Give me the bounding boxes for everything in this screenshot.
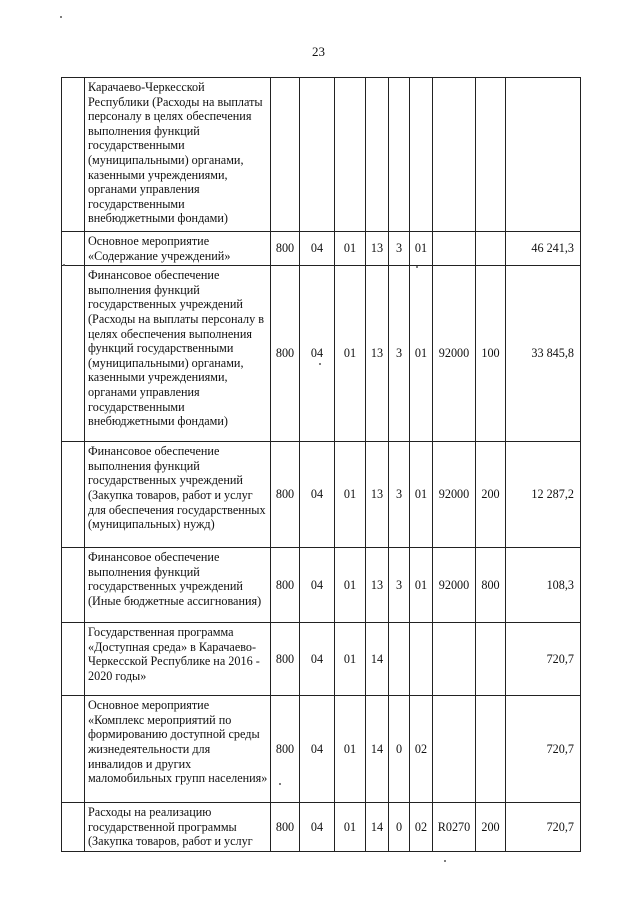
subprogram-code-cell: 3 bbox=[389, 442, 410, 548]
section-code-cell bbox=[300, 78, 335, 232]
program-code-cell: 14 bbox=[366, 696, 389, 803]
expense-type-cell: 200 bbox=[476, 442, 506, 548]
table-row bbox=[62, 803, 581, 852]
subsection-code-cell: 01 bbox=[335, 548, 366, 623]
section-code-cell: 04 bbox=[300, 232, 335, 266]
section-code-cell: 04 bbox=[300, 442, 335, 548]
admin-code-cell: 800 bbox=[271, 266, 300, 442]
subprogram-code-cell bbox=[389, 78, 410, 232]
program-code-cell bbox=[366, 78, 389, 232]
expense-type-cell: 200 bbox=[476, 803, 506, 852]
subprogram-code-cell: 3 bbox=[389, 266, 410, 442]
table-row bbox=[62, 266, 581, 442]
amount-cell: 720,7 bbox=[506, 696, 581, 803]
subsection-code-cell: 01 bbox=[335, 696, 366, 803]
expense-type-cell bbox=[476, 232, 506, 266]
amount-cell: 46 241,3 bbox=[506, 232, 581, 266]
subsection-code-cell bbox=[335, 78, 366, 232]
blank-cell bbox=[62, 548, 85, 623]
admin-code-cell: 800 bbox=[271, 548, 300, 623]
amount-cell bbox=[506, 78, 581, 232]
table-row bbox=[62, 623, 581, 696]
item-name-cell: Карачаево-Черкесской Республики (Расходы на выплаты персоналу в целях обеспечения выполнения функций государственными (муниципальными) органами, казенными учреждениями, органами управления государственными внебюджетными фондами) bbox=[85, 78, 271, 232]
amount-cell: 12 287,2 bbox=[506, 442, 581, 548]
blank-cell bbox=[62, 803, 85, 852]
admin-code-cell bbox=[271, 78, 300, 232]
subprogram-code-cell: 0 bbox=[389, 803, 410, 852]
expense-type-cell: 800 bbox=[476, 548, 506, 623]
blank-cell bbox=[62, 696, 85, 803]
main-event-code-cell bbox=[410, 623, 433, 696]
amount-cell: 108,3 bbox=[506, 548, 581, 623]
section-code-cell: 04 bbox=[300, 696, 335, 803]
admin-code-cell: 800 bbox=[271, 696, 300, 803]
amount-cell: 720,7 bbox=[506, 803, 581, 852]
direction-code-cell: R0270 bbox=[433, 803, 476, 852]
subsection-code-cell: 01 bbox=[335, 266, 366, 442]
main-event-code-cell: 01 bbox=[410, 548, 433, 623]
item-name-cell: Государственная программа «Доступная среда» в Карачаево-Черкесской Республике на 2016 - 2020 годы» bbox=[85, 623, 271, 696]
subsection-code-cell: 01 bbox=[335, 803, 366, 852]
page-number: 23 bbox=[312, 44, 325, 59]
main-event-code-cell bbox=[410, 78, 433, 232]
section-code-cell: 04 bbox=[300, 803, 335, 852]
admin-code-cell: 800 bbox=[271, 232, 300, 266]
admin-code-cell: 800 bbox=[271, 442, 300, 548]
amount-cell: 720,7 bbox=[506, 623, 581, 696]
table-row bbox=[62, 232, 581, 266]
main-event-code-cell: 01 bbox=[410, 442, 433, 548]
section-code-cell: 04 bbox=[300, 548, 335, 623]
expense-type-cell: 100 bbox=[476, 266, 506, 442]
program-code-cell: 13 bbox=[366, 442, 389, 548]
blank-cell bbox=[62, 623, 85, 696]
table-row bbox=[62, 696, 581, 803]
subprogram-code-cell: 0 bbox=[389, 696, 410, 803]
direction-code-cell: 92000 bbox=[433, 442, 476, 548]
section-code-cell: 04 bbox=[300, 623, 335, 696]
main-event-code-cell: 01 bbox=[410, 266, 433, 442]
main-event-code-cell: 01 bbox=[410, 232, 433, 266]
table-row bbox=[62, 548, 581, 623]
direction-code-cell bbox=[433, 623, 476, 696]
blank-cell bbox=[62, 78, 85, 232]
item-name-cell: Основное мероприятие «Комплекс мероприятий по формированию доступной среды жизнедеятельности для инвалидов и других маломобильных групп населения» bbox=[85, 696, 271, 803]
subsection-code-cell: 01 bbox=[335, 442, 366, 548]
direction-code-cell: 92000 bbox=[433, 548, 476, 623]
amount-cell: 33 845,8 bbox=[506, 266, 581, 442]
expense-type-cell bbox=[476, 78, 506, 232]
item-name-cell: Основное мероприятие «Содержание учреждений» bbox=[85, 232, 271, 266]
direction-code-cell bbox=[433, 232, 476, 266]
blank-cell bbox=[62, 232, 85, 266]
expense-type-cell bbox=[476, 623, 506, 696]
program-code-cell: 14 bbox=[366, 623, 389, 696]
admin-code-cell: 800 bbox=[271, 623, 300, 696]
main-event-code-cell: 02 bbox=[410, 803, 433, 852]
table-row bbox=[62, 442, 581, 548]
subsection-code-cell: 01 bbox=[335, 623, 366, 696]
table-row bbox=[62, 78, 581, 232]
program-code-cell: 13 bbox=[366, 232, 389, 266]
direction-code-cell bbox=[433, 78, 476, 232]
program-code-cell: 13 bbox=[366, 548, 389, 623]
subprogram-code-cell bbox=[389, 623, 410, 696]
program-code-cell: 13 bbox=[366, 266, 389, 442]
program-code-cell: 14 bbox=[366, 803, 389, 852]
blank-cell bbox=[62, 266, 85, 442]
section-code-cell: 04 bbox=[300, 266, 335, 442]
item-name-cell: Расходы на реализацию государственной программы (Закупка товаров, работ и услуг bbox=[85, 803, 271, 852]
item-name-cell: Финансовое обеспечение выполнения функций государственных учреждений (Иные бюджетные ассигнования) bbox=[85, 548, 271, 623]
direction-code-cell: 92000 bbox=[433, 266, 476, 442]
item-name-cell: Финансовое обеспечение выполнения функций государственных учреждений (Закупка товаров, работ и услуг для обеспечения государственных (муниципальных) нужд) bbox=[85, 442, 271, 548]
subprogram-code-cell: 3 bbox=[389, 232, 410, 266]
subsection-code-cell: 01 bbox=[335, 232, 366, 266]
expense-type-cell bbox=[476, 696, 506, 803]
item-name-cell: Финансовое обеспечение выполнения функций государственных учреждений (Расходы на выплаты персоналу в целях обеспечения выполнения функций государственными (муниципальными) органами, казенными учреждениями, органами управления государственными внебюджетными фондами) bbox=[85, 266, 271, 442]
blank-cell bbox=[62, 442, 85, 548]
direction-code-cell bbox=[433, 696, 476, 803]
budget-table bbox=[61, 77, 581, 852]
admin-code-cell: 800 bbox=[271, 803, 300, 852]
main-event-code-cell: 02 bbox=[410, 696, 433, 803]
subprogram-code-cell: 3 bbox=[389, 548, 410, 623]
